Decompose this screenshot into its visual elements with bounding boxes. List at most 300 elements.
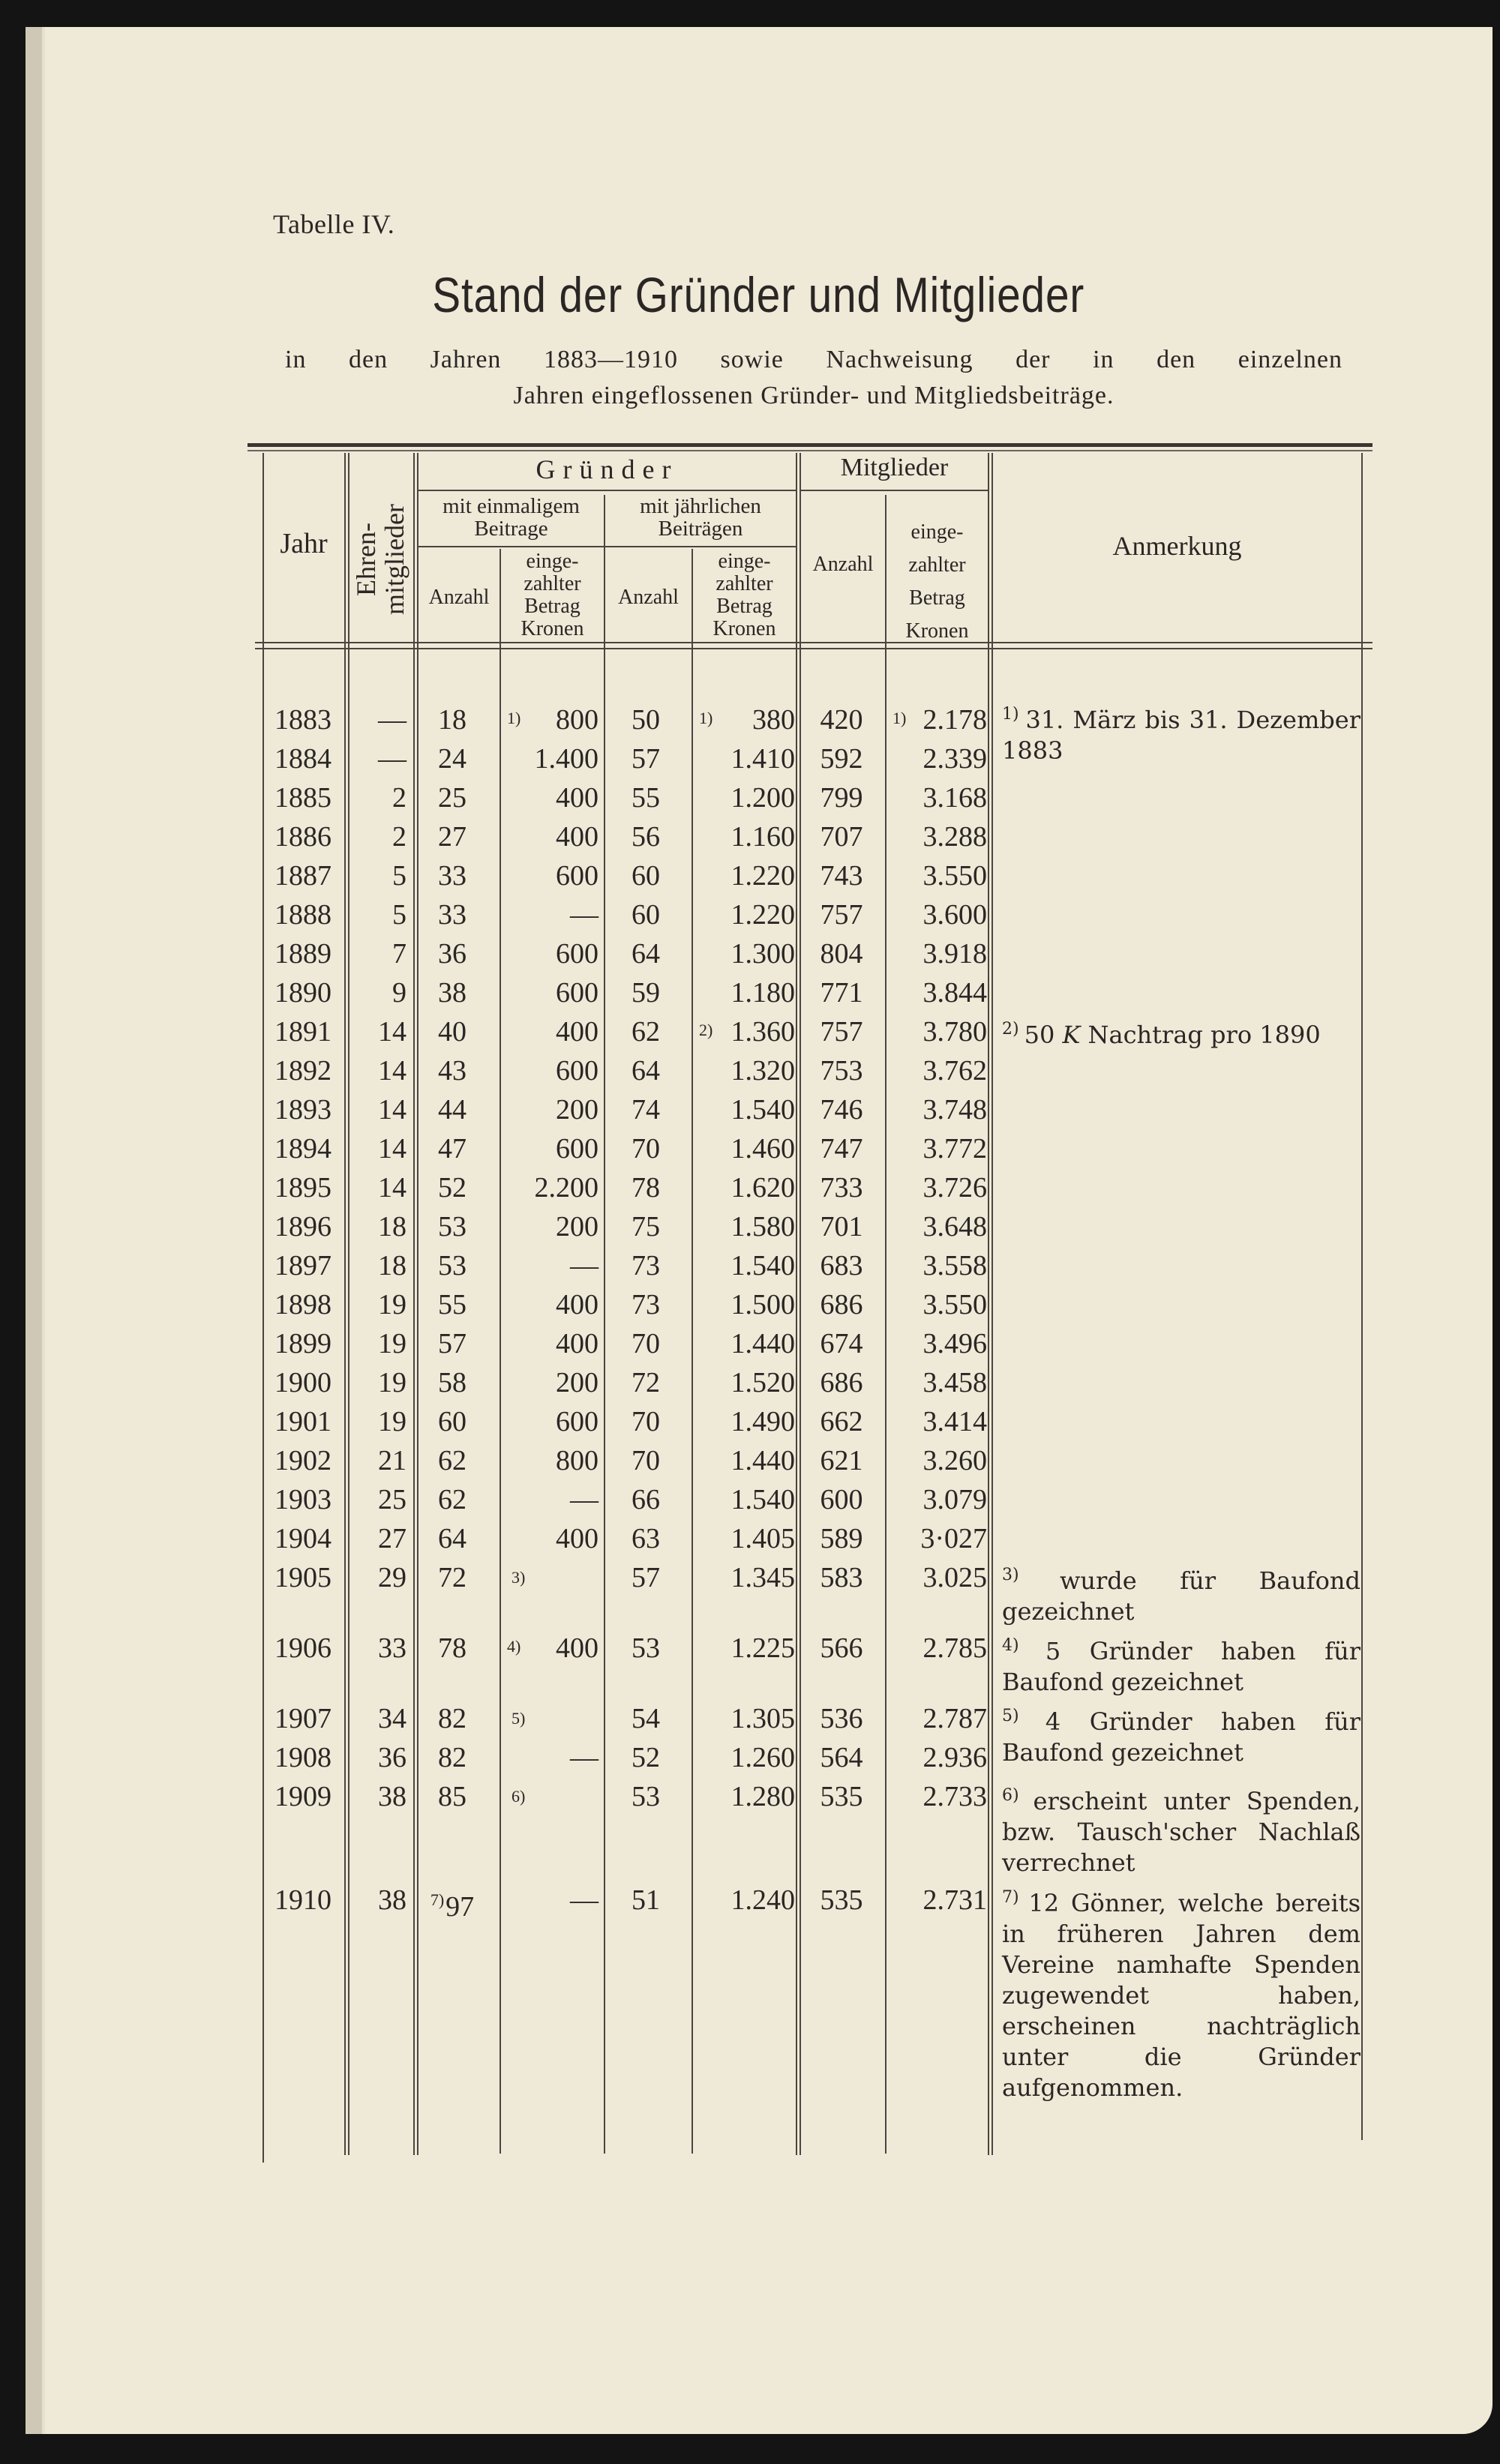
- cell-value: 1901: [274, 1406, 332, 1437]
- cell-value: 3.260: [922, 1445, 987, 1476]
- cell-g1-betrag: [501, 861, 598, 891]
- cell-value: 3.762: [922, 1055, 987, 1087]
- col-line: [344, 453, 346, 2155]
- cell-g1-anzahl: [418, 1134, 486, 1164]
- cell-m-anzahl: [801, 1485, 882, 1515]
- header-anmerkung: Anmerkung: [1112, 531, 1242, 561]
- footnote-marker: 4): [1002, 1636, 1046, 1655]
- cell-m-anzahl: [801, 1290, 882, 1320]
- cell-value: 1909: [274, 1781, 332, 1812]
- cell-value: 62: [632, 1016, 660, 1048]
- cell-value: 420: [820, 704, 863, 736]
- cell-value: 564: [820, 1742, 863, 1773]
- cell-m-betrag: [886, 939, 987, 969]
- page-title: Stand der Gründer und Mitglieder: [432, 267, 1085, 322]
- cell-m-anzahl: [801, 1563, 882, 1593]
- cell-g1-betrag: [501, 1704, 609, 1740]
- header-einmalig-line2: Beitrage: [474, 517, 548, 541]
- cell-g2-betrag: [693, 1524, 795, 1554]
- cell-jahr: [264, 1212, 342, 1242]
- cell-value: 1907: [274, 1703, 332, 1734]
- cell-g1-betrag: [501, 1563, 609, 1599]
- cell-value: 5: [392, 899, 406, 931]
- cell-value: 600: [556, 938, 598, 970]
- cell-ehren: [348, 1134, 406, 1164]
- cell-ehren: [348, 1251, 406, 1281]
- top-rule-thick: [248, 443, 1372, 447]
- cell-value: 57: [438, 1328, 466, 1359]
- annotation-note: [1002, 699, 1360, 766]
- cell-g2-anzahl: [605, 1446, 686, 1476]
- cell-value: 380: [752, 704, 795, 736]
- cell-g1-anzahl: [418, 1446, 486, 1476]
- cell-value: 14: [378, 1172, 406, 1204]
- cell-value: 743: [820, 860, 863, 892]
- text: zahlter: [716, 572, 773, 595]
- cell-value: 40: [438, 1016, 466, 1048]
- cell-jahr: [264, 1563, 342, 1593]
- cell-value: 1899: [274, 1328, 332, 1359]
- cell-jahr: [264, 1290, 342, 1320]
- cell-g2-betrag: [693, 1446, 795, 1476]
- cell-value: 600: [556, 977, 598, 1009]
- cell-value: 36: [378, 1742, 406, 1773]
- cell-value: 400: [556, 1632, 598, 1664]
- cell-m-betrag: [886, 1368, 987, 1398]
- cell-value: 70: [632, 1328, 660, 1359]
- cell-ehren: [348, 1329, 406, 1359]
- cell-value: 53: [438, 1250, 466, 1281]
- cell-value: 25: [378, 1484, 406, 1515]
- cell-value: 19: [378, 1406, 406, 1437]
- cell-ehren: [348, 900, 406, 930]
- cell-value: 3.414: [922, 1406, 987, 1437]
- cell-value: 1.300: [730, 938, 795, 970]
- cell-value: 583: [820, 1562, 863, 1593]
- cell-value: 72: [632, 1367, 660, 1398]
- text: zahlter: [908, 553, 966, 577]
- note-text: 12 Gönner, welche bereits in früheren Jahren dem Vereine namhafte Spenden zugewendet haben, erscheinen nachträglich unter die Gründer aufgenommen.: [1002, 1889, 1361, 2102]
- cell-g1-betrag: [501, 978, 598, 1008]
- header-g2-betrag: [693, 550, 796, 640]
- table-label: Tabelle IV.: [273, 209, 395, 239]
- cell-value: 1.500: [730, 1289, 795, 1320]
- cell-m-anzahl: [801, 1633, 882, 1663]
- text: Betrag: [716, 595, 772, 618]
- cell-value: 44: [438, 1094, 466, 1126]
- cell-m-betrag: [886, 1407, 987, 1437]
- cell-g1-betrag: [501, 1212, 598, 1242]
- cell-value: 3.726: [922, 1172, 987, 1204]
- text: einge-: [910, 520, 964, 544]
- cell-value: 200: [556, 1211, 598, 1242]
- cell-value: 1.180: [730, 977, 795, 1009]
- cell-value: 3.168: [922, 782, 987, 814]
- cell-value: 400: [556, 782, 598, 814]
- cell-value: 804: [820, 938, 863, 970]
- cell-value: 1.540: [730, 1250, 795, 1281]
- cell-ehren: [348, 822, 406, 852]
- text: zahlter: [524, 572, 581, 595]
- cell-g2-betrag: [693, 1095, 795, 1125]
- cell-g1-anzahl: [418, 1329, 486, 1359]
- footnote-marker: 5): [512, 1709, 526, 1728]
- cell-value: 2.731: [922, 1884, 987, 1916]
- cell-value: 3.025: [922, 1562, 987, 1593]
- cell-jahr: [264, 1017, 342, 1047]
- cell-g2-anzahl: [605, 1251, 686, 1281]
- annotation-note: [1002, 1014, 1360, 1051]
- cell-value: 3.748: [922, 1094, 987, 1126]
- cell-m-betrag: [886, 1095, 987, 1125]
- header-jahr: Jahr: [280, 528, 328, 559]
- cell-g2-betrag: [693, 861, 795, 891]
- cell-value: 19: [378, 1289, 406, 1320]
- cell-value: 674: [820, 1328, 863, 1359]
- cell-value: 78: [438, 1632, 466, 1664]
- cell-jahr: [264, 1633, 342, 1663]
- cell-g1-betrag: [501, 939, 598, 969]
- cell-ehren: [348, 1407, 406, 1437]
- cell-g2-betrag: [693, 1407, 795, 1437]
- cell-g1-betrag: [501, 1056, 598, 1086]
- cell-value: —: [570, 899, 598, 931]
- cell-jahr: [264, 822, 342, 852]
- cell-g1-betrag: [501, 1290, 598, 1320]
- footnote-marker: 1): [507, 709, 521, 727]
- cell-g2-betrag: [693, 1173, 795, 1203]
- cell-jahr: [264, 861, 342, 891]
- cell-value: 62: [438, 1484, 466, 1515]
- cell-value: 1.460: [730, 1133, 795, 1165]
- cell-g1-anzahl: [418, 1212, 486, 1242]
- cell-g2-betrag: [693, 978, 795, 1008]
- cell-ehren: [348, 1485, 406, 1515]
- cell-m-betrag: [886, 978, 987, 1008]
- cell-g2-anzahl: [605, 1407, 686, 1437]
- cell-g1-anzahl: [418, 1251, 486, 1281]
- cell-value: 3.458: [922, 1367, 987, 1398]
- cell-m-anzahl: [801, 1329, 882, 1359]
- cell-g1-anzahl: [418, 783, 486, 813]
- cell-value: 1.280: [730, 1781, 795, 1812]
- cell-g1-betrag: [501, 705, 598, 735]
- cell-g2-anzahl: [605, 1704, 686, 1734]
- cell-value: 1.580: [730, 1211, 795, 1242]
- cell-value: 3.288: [922, 821, 987, 853]
- cell-value: 1.305: [730, 1703, 795, 1734]
- note-text: Nachtrag pro 1890: [1088, 1021, 1321, 1049]
- footnote-marker: 7): [430, 1890, 445, 1909]
- cell-g1-anzahl: [418, 1290, 486, 1320]
- cell-m-anzahl: [801, 1095, 882, 1125]
- cell-value: 1.220: [730, 899, 795, 931]
- cell-jahr: [264, 1704, 342, 1734]
- cell-value: 1.320: [730, 1055, 795, 1087]
- cell-value: 66: [632, 1484, 660, 1515]
- cell-g1-betrag: [501, 1885, 598, 1915]
- cell-value: 33: [378, 1632, 406, 1664]
- cell-value: 1896: [274, 1211, 332, 1242]
- cell-value: 57: [632, 743, 660, 775]
- cell-value: 14: [378, 1133, 406, 1165]
- cell-value: 1892: [274, 1055, 332, 1087]
- footnote-marker: 3): [1002, 1566, 1060, 1584]
- cell-value: 33: [438, 860, 466, 892]
- cell-value: 14: [378, 1055, 406, 1087]
- cell-value: 33: [438, 899, 466, 931]
- cell-value: 600: [556, 1406, 598, 1437]
- cell-m-betrag: [886, 1134, 987, 1164]
- cell-m-anzahl: [801, 783, 882, 813]
- cell-value: 82: [438, 1703, 466, 1734]
- cell-value: 1908: [274, 1742, 332, 1773]
- cell-g1-betrag: [501, 744, 598, 774]
- note-text: wurde für Baufond gezeichnet: [1002, 1566, 1361, 1626]
- cell-value: 3.079: [922, 1484, 987, 1515]
- cell-value: 753: [820, 1055, 863, 1087]
- cell-g2-anzahl: [605, 1563, 686, 1593]
- cell-jahr: [264, 1485, 342, 1515]
- cell-value: 64: [438, 1523, 466, 1554]
- cell-g2-betrag: [693, 900, 795, 930]
- cell-value: 18: [378, 1211, 406, 1242]
- cell-g1-anzahl: [418, 1095, 486, 1125]
- cell-value: 29: [378, 1562, 406, 1593]
- cell-g1-anzahl: [418, 1173, 486, 1203]
- cell-ehren: [348, 1704, 406, 1734]
- cell-g1-anzahl: [418, 1743, 486, 1773]
- cell-value: 1884: [274, 743, 332, 775]
- cell-value: 3.600: [922, 899, 987, 931]
- cell-g2-betrag: [693, 1212, 795, 1242]
- cell-ehren: [348, 1446, 406, 1476]
- cell-g1-betrag: [501, 1095, 598, 1125]
- cell-value: 25: [438, 782, 466, 814]
- page-subtitle: [285, 342, 1342, 414]
- header-jaehrlich-line2: Beiträgen: [658, 517, 743, 541]
- text: Kronen: [712, 617, 776, 640]
- annotation-note: [1002, 1630, 1360, 1698]
- header-einmalig-line1: mit einmaligem: [442, 494, 580, 518]
- cell-value: 2.785: [922, 1632, 987, 1664]
- cell-value: 3.844: [922, 977, 987, 1009]
- cell-jahr: [264, 900, 342, 930]
- cell-value: 707: [820, 821, 863, 853]
- cell-value: 1885: [274, 782, 332, 814]
- cell-value: 63: [632, 1523, 660, 1554]
- cell-ehren: [348, 978, 406, 1008]
- cell-value: 2.936: [922, 1742, 987, 1773]
- note-text: 31. März bis 31. Dezember 1883: [1002, 706, 1361, 765]
- cell-value: 74: [632, 1094, 660, 1126]
- col-line: [988, 453, 989, 2155]
- cell-value: 55: [438, 1289, 466, 1320]
- cell-value: 70: [632, 1133, 660, 1165]
- cell-value: 1886: [274, 821, 332, 853]
- cell-g1-anzahl: [418, 1563, 486, 1593]
- header-bottom-rule: [255, 642, 1372, 643]
- col-line: [992, 453, 993, 2155]
- cell-value: 621: [820, 1445, 863, 1476]
- cell-m-betrag: [886, 900, 987, 930]
- cell-value: 1890: [274, 977, 332, 1009]
- cell-value: 746: [820, 1094, 863, 1126]
- note-text: 4 Gründer haben für Baufond gezeichnet: [1002, 1707, 1361, 1767]
- cell-ehren: [348, 1173, 406, 1203]
- cell-value: 70: [632, 1445, 660, 1476]
- note-currency: K: [1062, 1021, 1088, 1049]
- cell-value: 799: [820, 782, 863, 814]
- cell-g2-anzahl: [605, 1017, 686, 1047]
- cell-value: 536: [820, 1703, 863, 1734]
- cell-value: 1910: [274, 1884, 332, 1916]
- cell-m-betrag: [886, 1173, 987, 1203]
- footnote-marker: 1): [699, 709, 713, 727]
- cell-jahr: [264, 1524, 342, 1554]
- cell-g2-betrag: [693, 1885, 795, 1915]
- header-m-anzahl: Anzahl: [812, 553, 874, 576]
- cell-g1-betrag: [501, 1407, 598, 1437]
- cell-value: 51: [632, 1884, 660, 1916]
- cell-value: 1898: [274, 1289, 332, 1320]
- cell-g2-betrag: [693, 1633, 795, 1663]
- text: Betrag: [524, 595, 580, 618]
- cell-value: 800: [556, 1445, 598, 1476]
- cell-value: 747: [820, 1133, 863, 1165]
- header-rule: [801, 490, 988, 491]
- cell-value: 1900: [274, 1367, 332, 1398]
- cell-g1-anzahl: [418, 939, 486, 969]
- cell-g2-anzahl: [605, 822, 686, 852]
- cell-g1-anzahl: [418, 1782, 486, 1812]
- cell-value: 57: [632, 1562, 660, 1593]
- cell-m-betrag: [886, 1446, 987, 1476]
- cell-g1-anzahl: [418, 705, 486, 735]
- cell-value: 2: [392, 821, 406, 853]
- cell-value: 733: [820, 1172, 863, 1204]
- cell-g2-betrag: [693, 822, 795, 852]
- cell-m-betrag: [886, 1782, 987, 1812]
- cell-m-anzahl: [801, 705, 882, 735]
- cell-value: 1.240: [730, 1884, 795, 1916]
- cell-value: 600: [820, 1484, 863, 1515]
- cell-value: 535: [820, 1781, 863, 1812]
- cell-value: 1.540: [730, 1094, 795, 1126]
- cell-value: 589: [820, 1523, 863, 1554]
- cell-g1-betrag: [501, 1368, 598, 1398]
- cell-g2-anzahl: [605, 1212, 686, 1242]
- cell-g1-betrag: [501, 1173, 598, 1203]
- cell-g2-betrag: [693, 744, 795, 774]
- cell-g1-anzahl: [418, 822, 486, 852]
- cell-value: 1891: [274, 1016, 332, 1048]
- cell-m-anzahl: [801, 1134, 882, 1164]
- cell-value: 800: [556, 704, 598, 736]
- cell-value: 62: [438, 1445, 466, 1476]
- cell-value: 1.405: [730, 1523, 795, 1554]
- cell-value: 2.787: [922, 1703, 987, 1734]
- cell-g2-anzahl: [605, 1173, 686, 1203]
- cell-g2-betrag: [693, 1704, 795, 1734]
- cell-g2-anzahl: [605, 939, 686, 969]
- text: einge-: [718, 550, 771, 573]
- cell-value: 1.400: [534, 743, 598, 775]
- cell-m-betrag: [886, 1017, 987, 1047]
- cell-g2-betrag: [693, 705, 795, 735]
- annotation-note: [1002, 1882, 1360, 2103]
- cell-jahr: [264, 1782, 342, 1812]
- cell-m-anzahl: [801, 939, 882, 969]
- cell-value: 1.410: [730, 743, 795, 775]
- header-ehren-line2: mitglieder: [380, 504, 410, 615]
- text: Kronen: [905, 619, 969, 643]
- cell-value: 18: [378, 1250, 406, 1281]
- note-text: 5 Gründer haben für Baufond gezeichnet: [1002, 1637, 1361, 1696]
- cell-m-anzahl: [801, 1251, 882, 1281]
- header-jaehrlich-line1: mit jährlichen: [640, 494, 761, 518]
- cell-g2-anzahl: [605, 744, 686, 774]
- cell-value: 1895: [274, 1172, 332, 1204]
- cell-jahr: [264, 783, 342, 813]
- cell-value: 60: [632, 860, 660, 892]
- cell-value: 38: [378, 1884, 406, 1916]
- cell-value: 19: [378, 1328, 406, 1359]
- cell-value: 2.339: [922, 743, 987, 775]
- cell-value: 19: [378, 1367, 406, 1398]
- cell-value: 566: [820, 1632, 863, 1664]
- cell-g2-betrag: [693, 1782, 795, 1812]
- cell-jahr: [264, 1056, 342, 1086]
- cell-g2-anzahl: [605, 1524, 686, 1554]
- cell-g1-anzahl: [418, 1368, 486, 1398]
- cell-m-anzahl: [801, 1017, 882, 1047]
- cell-value: 1905: [274, 1562, 332, 1593]
- header-rule: [418, 490, 796, 491]
- cell-value: 73: [632, 1250, 660, 1281]
- cell-value: 3.918: [922, 938, 987, 970]
- col-line: [413, 453, 415, 2155]
- cell-value: 1904: [274, 1523, 332, 1554]
- cell-value: 85: [438, 1781, 466, 1812]
- cell-m-betrag: [886, 1524, 987, 1554]
- cell-value: 683: [820, 1250, 863, 1281]
- cell-m-anzahl: [801, 1743, 882, 1773]
- cell-ehren: [348, 939, 406, 969]
- cell-jahr: [264, 705, 342, 735]
- cell-g2-betrag: [693, 939, 795, 969]
- cell-ehren: [348, 1524, 406, 1554]
- cell-value: 70: [632, 1406, 660, 1437]
- cell-value: 5: [392, 860, 406, 892]
- header-gruender: Gründer: [536, 454, 679, 484]
- cell-value: 34: [378, 1703, 406, 1734]
- cell-m-betrag: [886, 1633, 987, 1663]
- cell-g1-betrag: [501, 822, 598, 852]
- cell-g2-betrag: [693, 1743, 795, 1773]
- cell-jahr: [264, 744, 342, 774]
- cell-value: 1893: [274, 1094, 332, 1126]
- header-m-betrag: [886, 516, 988, 648]
- cell-jahr: [264, 1885, 342, 1915]
- cell-jahr: [264, 939, 342, 969]
- cell-g1-betrag: [501, 1485, 598, 1515]
- cell-g1-anzahl: [418, 1704, 486, 1734]
- cell-value: 53: [632, 1632, 660, 1664]
- cell-value: 1883: [274, 704, 332, 736]
- cell-value: 3.772: [922, 1133, 987, 1165]
- footnote-marker: 1): [1002, 705, 1026, 724]
